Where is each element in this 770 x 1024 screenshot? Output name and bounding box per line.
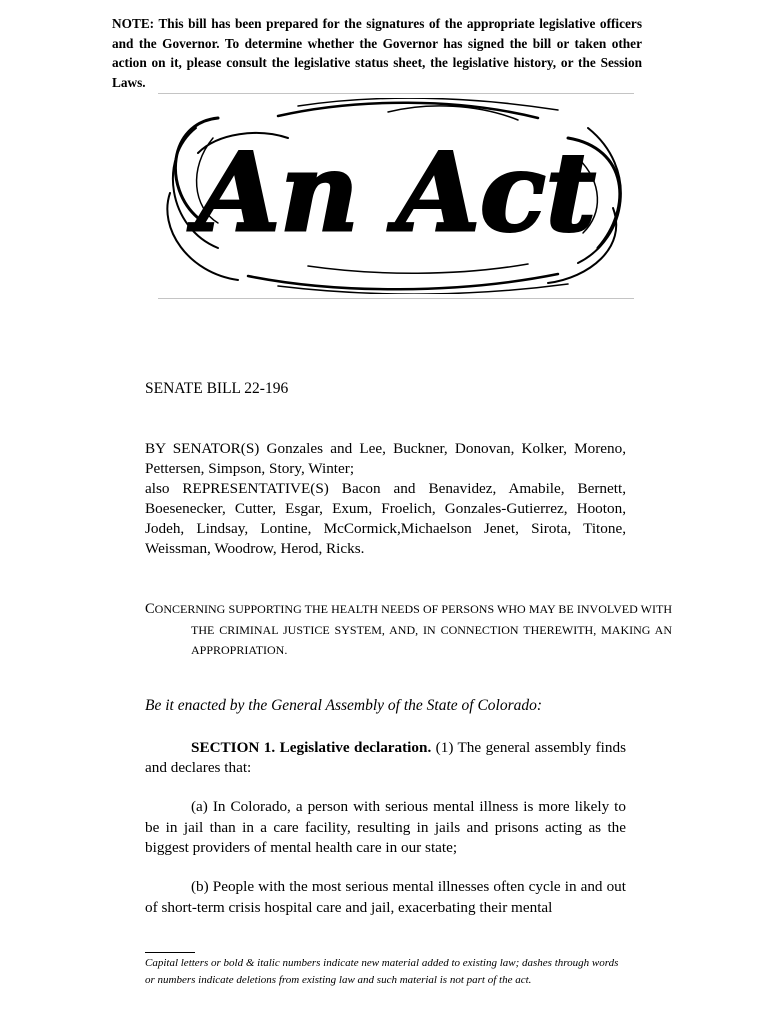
an-act-title: An Act xyxy=(196,130,596,256)
legislative-note: NOTE: This bill has been prepared for the signatures of the appropriate legislative officers and the Governor. To determine whether the Governor has signed the bill or taken other action on it, please consult the legislative status sheet, the legislative history, or the Session Laws. xyxy=(112,16,642,90)
concerning-text: ONCERNING SUPPORTING THE HEALTH NEEDS OF PERSONS WHO MAY BE INVOLVED WITH THE CRIMINAL JUSTICE SYSTEM, AND, IN CONNECTION THEREWITH, MAKING AN APPROPRIATION. xyxy=(154,602,672,657)
an-act-seal xyxy=(158,98,634,294)
footnote: Capital letters or bold & italic numbers indicate new material added to existing law; dashes through words or numbers indicate deletions from existing law and such material is not part of the act. xyxy=(145,957,619,986)
representative-sponsors: also REPRESENTATIVE(S) Bacon and Benavidez, Amabile, Bernett, Boesenecker, Cutter, Esgar, Exum, Froelich, Gonzales-Gutierrez, Hooton, Jodeh, Lindsay, Lontine, McCormick,Michaelson Jenet, Sirota, Titone, Weissman, Woodrow, Herod, Ricks. xyxy=(145,480,626,557)
concerning-initial: C xyxy=(145,601,155,617)
bill-title-concerning xyxy=(145,599,672,661)
bill-number: SENATE BILL 22-196 xyxy=(145,380,289,397)
senator-sponsors: BY SENATOR(S) Gonzales and Lee, Buckner, Donovan, Kolker, Moreno, Pettersen, Simpson, Story, Winter; xyxy=(145,440,626,477)
footnote-divider xyxy=(145,952,195,953)
sponsors-block xyxy=(145,439,626,559)
paragraph-a: (a) In Colorado, a person with serious mental illness is more likely to be in jail than in a care facility, resulting in jails and prisons acting as the biggest providers of mental health care in our state; xyxy=(145,798,626,856)
an-act-flourish-graphic xyxy=(158,98,634,294)
bottom-divider xyxy=(158,298,634,299)
section-heading: SECTION 1. Legislative declaration. xyxy=(191,739,432,756)
top-divider xyxy=(158,93,634,94)
enacting-clause: Be it enacted by the General Assembly of the State of Colorado: xyxy=(145,697,543,714)
paragraph-b: (b) People with the most serious mental illnesses often cycle in and out of short-term crisis hospital care and jail, exacerbating their mental xyxy=(145,878,626,916)
section-1 xyxy=(145,738,626,778)
section-intro: (1) The general assembly finds and declares that: xyxy=(145,739,627,776)
